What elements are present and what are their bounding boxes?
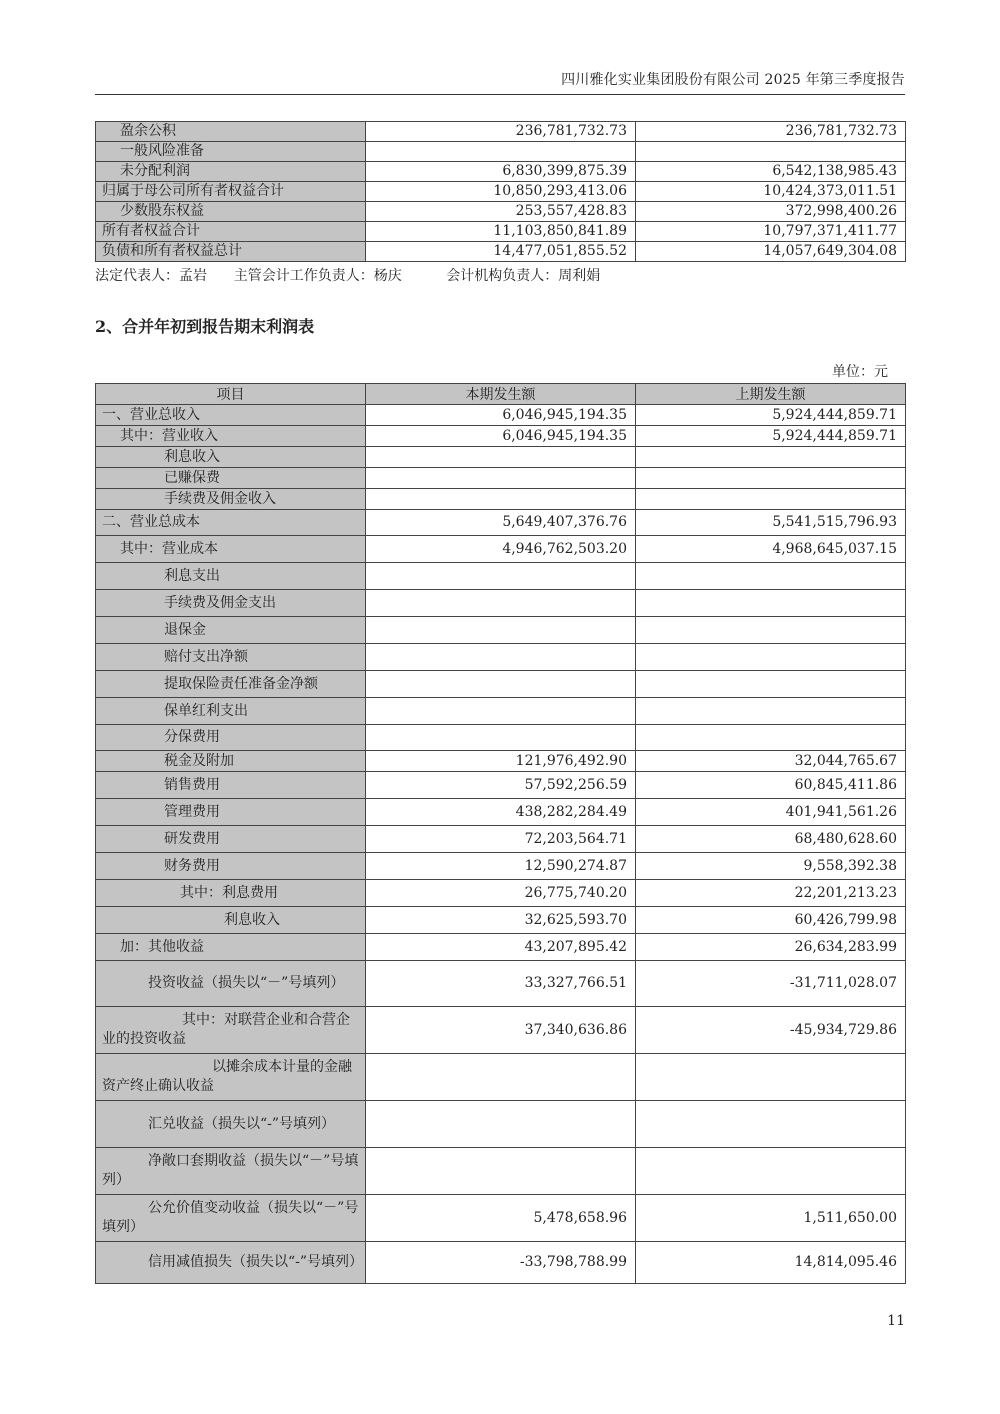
report-title: 四川雅化实业集团股份有限公司 2025 年第三季度报告: [561, 72, 905, 88]
table-row: [96, 1195, 906, 1242]
previous-value: [636, 644, 906, 671]
previous-value: 14,814,095.46: [636, 1242, 906, 1284]
income-statement-table: [95, 383, 906, 1284]
table-row: [96, 799, 906, 826]
row-label: 提取保险责任准备金净额: [96, 671, 366, 698]
table-row: [96, 826, 906, 853]
row-label: 公允价值变动收益（损失以“－”号填列）: [96, 1195, 366, 1242]
table-row: [96, 536, 906, 563]
previous-value: 68,480,628.60: [636, 826, 906, 853]
row-label: 一般风险准备: [96, 142, 366, 162]
current-value: [366, 671, 636, 698]
row-label: 赔付支出净额: [96, 644, 366, 671]
row-label: 利息收入: [96, 447, 366, 468]
current-value: -33,798,788.99: [366, 1242, 636, 1284]
previous-value: [636, 468, 906, 489]
table-row: [96, 1054, 906, 1101]
row-label: 利息收入: [96, 907, 366, 934]
previous-value: [636, 142, 906, 162]
current-value: [366, 447, 636, 468]
row-label: 少数股东权益: [96, 202, 366, 222]
previous-value: 32,044,765.67: [636, 751, 906, 772]
row-label: 以摊余成本计量的金融资产终止确认收益: [96, 1054, 366, 1101]
row-label: 其中：营业成本: [96, 536, 366, 563]
table-row: [96, 162, 906, 182]
current-value: 253,557,428.83: [366, 202, 636, 222]
table-row: [96, 447, 906, 468]
previous-value: [636, 1101, 906, 1148]
table-row: [96, 222, 906, 242]
previous-value: 5,924,444,859.71: [636, 405, 906, 426]
column-header-previous: 上期发生额: [636, 384, 906, 405]
row-label: 汇兑收益（损失以“-”号填列）: [96, 1101, 366, 1148]
current-value: [366, 698, 636, 725]
table-row: [96, 182, 906, 202]
row-label: 其中：对联营企业和合营企业的投资收益: [96, 1007, 366, 1054]
current-value: 5,649,407,376.76: [366, 510, 636, 536]
current-value: [366, 1148, 636, 1195]
row-label: 其中：营业收入: [96, 426, 366, 447]
row-label: 保单红利支出: [96, 698, 366, 725]
table-row: [96, 934, 906, 961]
previous-value: 401,941,561.26: [636, 799, 906, 826]
previous-value: 14,057,649,304.08: [636, 242, 906, 262]
row-label: 盈余公积: [96, 122, 366, 142]
previous-value: 9,558,392.38: [636, 853, 906, 880]
previous-value: [636, 698, 906, 725]
table-row: [96, 961, 906, 1007]
previous-value: 60,426,799.98: [636, 907, 906, 934]
current-value: [366, 644, 636, 671]
balance-sheet-table: [95, 121, 906, 262]
current-value: 121,976,492.90: [366, 751, 636, 772]
table-row: [96, 590, 906, 617]
current-value: 32,625,593.70: [366, 907, 636, 934]
previous-value: [636, 489, 906, 510]
row-label: 研发费用: [96, 826, 366, 853]
previous-value: 1,511,650.00: [636, 1195, 906, 1242]
table-row: [96, 772, 906, 799]
table-row: [96, 725, 906, 751]
table-row: [96, 617, 906, 644]
table-row: [96, 122, 906, 142]
row-label: 一、营业总收入: [96, 405, 366, 426]
current-value: [366, 489, 636, 510]
row-label: 二、营业总成本: [96, 510, 366, 536]
table-row: [96, 853, 906, 880]
current-value: [366, 1054, 636, 1101]
row-label: 财务费用: [96, 853, 366, 880]
table-row: [96, 489, 906, 510]
row-label: 退保金: [96, 617, 366, 644]
current-value: 6,046,945,194.35: [366, 405, 636, 426]
row-label: 手续费及佣金收入: [96, 489, 366, 510]
previous-value: 22,201,213.23: [636, 880, 906, 907]
row-label: 手续费及佣金支出: [96, 590, 366, 617]
previous-value: 5,541,515,796.93: [636, 510, 906, 536]
table-row: [96, 671, 906, 698]
previous-value: [636, 563, 906, 590]
page-header: [95, 64, 905, 95]
row-label: 所有者权益合计: [96, 222, 366, 242]
table-row: [96, 468, 906, 489]
row-label: 负债和所有者权益总计: [96, 242, 366, 262]
previous-value: [636, 447, 906, 468]
row-label: 销售费用: [96, 772, 366, 799]
table-row: [96, 563, 906, 590]
current-value: 438,282,284.49: [366, 799, 636, 826]
previous-value: 10,424,373,011.51: [636, 182, 906, 202]
current-value: 57,592,256.59: [366, 772, 636, 799]
row-label: 未分配利润: [96, 162, 366, 182]
column-header-item: 项目: [96, 384, 366, 405]
column-header-current: 本期发生额: [366, 384, 636, 405]
current-value: 236,781,732.73: [366, 122, 636, 142]
current-value: 6,046,945,194.35: [366, 426, 636, 447]
signers-line: 法定代表人：孟岩 主管会计工作负责人：杨庆 会计机构负责人：周利娟: [95, 268, 601, 284]
previous-value: -45,934,729.86: [636, 1007, 906, 1054]
row-label: 已赚保费: [96, 468, 366, 489]
header-row: [96, 384, 906, 405]
table-row: [96, 1101, 906, 1148]
row-label: 其中：利息费用: [96, 880, 366, 907]
current-value: 12,590,274.87: [366, 853, 636, 880]
current-value: [366, 142, 636, 162]
previous-value: 6,542,138,985.43: [636, 162, 906, 182]
table-row: [96, 242, 906, 262]
table-row: [96, 1007, 906, 1054]
table-row: [96, 510, 906, 536]
row-label: 利息支出: [96, 563, 366, 590]
previous-value: 10,797,371,411.77: [636, 222, 906, 242]
row-label: 信用减值损失（损失以“-”号填列）: [96, 1242, 366, 1284]
row-label: 净敞口套期收益（损失以“－”号填列）: [96, 1148, 366, 1195]
row-label: 归属于母公司所有者权益合计: [96, 182, 366, 202]
previous-value: [636, 590, 906, 617]
row-label: 税金及附加: [96, 751, 366, 772]
unit-label: 单位：元: [832, 364, 888, 380]
current-value: [366, 468, 636, 489]
previous-value: 26,634,283.99: [636, 934, 906, 961]
table-row: [96, 142, 906, 162]
table-row: [96, 1242, 906, 1284]
previous-value: 4,968,645,037.15: [636, 536, 906, 563]
current-value: [366, 563, 636, 590]
current-value: 4,946,762,503.20: [366, 536, 636, 563]
previous-value: -31,711,028.07: [636, 961, 906, 1007]
current-value: [366, 1101, 636, 1148]
previous-value: [636, 671, 906, 698]
previous-value: [636, 617, 906, 644]
current-value: 5,478,658.96: [366, 1195, 636, 1242]
previous-value: 372,998,400.26: [636, 202, 906, 222]
current-value: [366, 617, 636, 644]
row-label: 管理费用: [96, 799, 366, 826]
current-value: 6,830,399,875.39: [366, 162, 636, 182]
table-row: [96, 202, 906, 222]
current-value: [366, 590, 636, 617]
row-label: 加：其他收益: [96, 934, 366, 961]
table-row: [96, 698, 906, 725]
table-row: [96, 426, 906, 447]
current-value: 72,203,564.71: [366, 826, 636, 853]
table-row: [96, 644, 906, 671]
page-number: 11: [887, 1313, 905, 1329]
previous-value: 5,924,444,859.71: [636, 426, 906, 447]
previous-value: 236,781,732.73: [636, 122, 906, 142]
row-label: 投资收益（损失以“－”号填列）: [96, 961, 366, 1007]
current-value: 43,207,895.42: [366, 934, 636, 961]
section-title: 2、合并年初到报告期末利润表: [95, 317, 315, 336]
current-value: 26,775,740.20: [366, 880, 636, 907]
current-value: [366, 725, 636, 751]
current-value: 14,477,051,855.52: [366, 242, 636, 262]
current-value: 11,103,850,841.89: [366, 222, 636, 242]
previous-value: [636, 1148, 906, 1195]
current-value: 37,340,636.86: [366, 1007, 636, 1054]
previous-value: [636, 725, 906, 751]
table-row: [96, 1148, 906, 1195]
current-value: 10,850,293,413.06: [366, 182, 636, 202]
row-label: 分保费用: [96, 725, 366, 751]
table-row: [96, 405, 906, 426]
table-row: [96, 880, 906, 907]
previous-value: 60,845,411.86: [636, 772, 906, 799]
table-row: [96, 751, 906, 772]
previous-value: [636, 1054, 906, 1101]
current-value: 33,327,766.51: [366, 961, 636, 1007]
table-row: [96, 907, 906, 934]
